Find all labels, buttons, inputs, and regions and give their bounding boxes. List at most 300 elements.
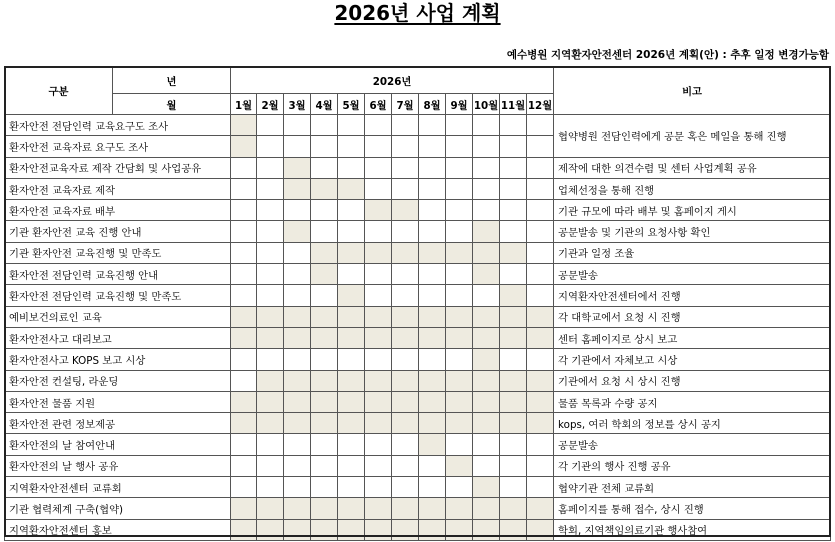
task-name: 환자안전 교육자료 제작 — [5, 178, 231, 199]
schedule-cell-active — [338, 327, 365, 348]
schedule-cell — [500, 455, 527, 476]
remark-cell: 기관에서 요청 시 상시 진행 — [554, 370, 831, 391]
task-name: 예비보건의료인 교육 — [5, 306, 231, 327]
schedule-cell — [446, 157, 473, 178]
schedule-cell — [419, 178, 446, 199]
schedule-cell-active — [527, 498, 554, 519]
schedule-cell-active — [392, 391, 419, 412]
table-row — [5, 221, 831, 242]
schedule-cell — [473, 115, 500, 136]
schedule-cell-active — [257, 519, 284, 540]
task-name: 환자안전 물품 지원 — [5, 391, 231, 412]
schedule-cell — [257, 157, 284, 178]
schedule-cell — [500, 264, 527, 285]
schedule-cell — [231, 370, 257, 391]
schedule-cell — [419, 221, 446, 242]
schedule-cell — [311, 349, 338, 370]
month-header: 7월 — [392, 94, 419, 115]
schedule-cell — [231, 434, 257, 455]
task-name: 기관 환자안전 교육 진행 안내 — [5, 221, 231, 242]
year-header: 2026년 — [231, 67, 554, 94]
schedule-cell — [365, 178, 392, 199]
schedule-cell-active — [231, 391, 257, 412]
schedule-cell-active — [311, 370, 338, 391]
schedule-cell — [365, 455, 392, 476]
schedule-table — [4, 66, 831, 541]
schedule-cell-active — [473, 391, 500, 412]
schedule-cell — [392, 115, 419, 136]
schedule-cell-active — [473, 477, 500, 498]
schedule-cell-active — [311, 327, 338, 348]
schedule-cell-active — [473, 242, 500, 263]
schedule-cell — [284, 434, 311, 455]
schedule-cell — [473, 136, 500, 157]
schedule-cell-active — [500, 498, 527, 519]
remark-cell: kops, 여러 학회의 정보를 상시 공지 — [554, 413, 831, 434]
schedule-cell-active — [527, 413, 554, 434]
schedule-cell — [257, 115, 284, 136]
table-row — [5, 264, 831, 285]
schedule-cell — [527, 264, 554, 285]
schedule-cell — [231, 455, 257, 476]
schedule-cell-active — [419, 498, 446, 519]
schedule-cell — [392, 264, 419, 285]
schedule-cell-active — [284, 157, 311, 178]
schedule-cell — [419, 136, 446, 157]
schedule-cell-active — [419, 391, 446, 412]
remark-cell: 각 기관의 행사 진행 공유 — [554, 455, 831, 476]
schedule-cell — [419, 285, 446, 306]
schedule-cell-active — [473, 498, 500, 519]
schedule-cell — [392, 349, 419, 370]
schedule-cell-active — [284, 519, 311, 540]
schedule-cell-active — [284, 370, 311, 391]
schedule-cell-active — [257, 498, 284, 519]
schedule-cell-active — [446, 413, 473, 434]
schedule-cell — [446, 264, 473, 285]
table-row — [5, 306, 831, 327]
month-header: 8월 — [419, 94, 446, 115]
schedule-cell — [446, 115, 473, 136]
schedule-cell — [338, 349, 365, 370]
schedule-cell — [231, 242, 257, 263]
schedule-cell — [311, 136, 338, 157]
schedule-cell-active — [338, 242, 365, 263]
table-row — [5, 200, 831, 221]
schedule-cell — [392, 178, 419, 199]
schedule-cell — [527, 285, 554, 306]
remark-cell: 제작에 대한 의견수렴 및 센터 사업계획 공유 — [554, 157, 831, 178]
schedule-cell-active — [500, 391, 527, 412]
table-row — [5, 242, 831, 263]
schedule-cell-active — [231, 519, 257, 540]
table-row — [5, 285, 831, 306]
task-name: 환자안전교육자료 제작 간담회 및 사업공유 — [5, 157, 231, 178]
schedule-cell — [500, 178, 527, 199]
schedule-cell-active — [311, 391, 338, 412]
schedule-cell-active — [500, 242, 527, 263]
month-header: 1월 — [231, 94, 257, 115]
schedule-cell — [231, 221, 257, 242]
schedule-cell — [365, 136, 392, 157]
schedule-cell-active — [257, 370, 284, 391]
page-title: 2026년 사업 계획 — [334, 1, 501, 25]
table-row — [5, 115, 831, 136]
schedule-cell — [446, 477, 473, 498]
schedule-cell — [338, 477, 365, 498]
schedule-cell — [527, 455, 554, 476]
schedule-cell — [284, 264, 311, 285]
schedule-cell-active — [338, 306, 365, 327]
task-name: 환자안전 교육자료 요구도 조사 — [5, 136, 231, 157]
table-row — [5, 391, 831, 412]
schedule-cell-active — [311, 178, 338, 199]
schedule-cell-active — [392, 327, 419, 348]
schedule-cell-active — [473, 327, 500, 348]
remark-cell: 공문발송 — [554, 434, 831, 455]
task-name: 환자안전 전담인력 교육진행 및 만족도 — [5, 285, 231, 306]
schedule-cell-active — [446, 455, 473, 476]
schedule-cell-active — [284, 391, 311, 412]
schedule-cell — [338, 136, 365, 157]
schedule-cell — [284, 200, 311, 221]
schedule-cell — [419, 349, 446, 370]
year-label-header: 년 — [113, 67, 231, 94]
schedule-cell-active — [473, 264, 500, 285]
schedule-cell-active — [311, 242, 338, 263]
month-header: 6월 — [365, 94, 392, 115]
remark-cell: 홈페이지를 통해 접수, 상시 진행 — [554, 498, 831, 519]
schedule-cell — [231, 349, 257, 370]
schedule-cell — [365, 221, 392, 242]
schedule-cell — [257, 221, 284, 242]
schedule-cell-active — [500, 519, 527, 540]
schedule-cell — [231, 157, 257, 178]
schedule-cell — [527, 477, 554, 498]
schedule-cell-active — [365, 242, 392, 263]
schedule-cell-active — [365, 327, 392, 348]
schedule-cell — [257, 200, 284, 221]
remark-cell: 기관과 일정 조율 — [554, 242, 831, 263]
remark-cell: 협약기관 전체 교류회 — [554, 477, 831, 498]
schedule-cell — [419, 477, 446, 498]
category-header: 구분 — [5, 67, 113, 115]
remark-cell: 기관 규모에 따라 배부 및 홈페이지 게시 — [554, 200, 831, 221]
month-header: 4월 — [311, 94, 338, 115]
schedule-cell-active — [527, 370, 554, 391]
table-row — [5, 178, 831, 199]
task-name: 환자안전의 날 행사 공유 — [5, 455, 231, 476]
schedule-cell — [500, 477, 527, 498]
schedule-cell-active — [500, 413, 527, 434]
schedule-cell — [257, 178, 284, 199]
schedule-cell-active — [473, 349, 500, 370]
schedule-cell-active — [473, 370, 500, 391]
schedule-cell-active — [231, 115, 257, 136]
schedule-cell-active — [473, 221, 500, 242]
schedule-cell-active — [338, 391, 365, 412]
schedule-cell-active — [365, 200, 392, 221]
schedule-cell-active — [257, 413, 284, 434]
schedule-cell-active — [500, 306, 527, 327]
schedule-cell-active — [419, 327, 446, 348]
schedule-cell — [365, 285, 392, 306]
schedule-cell — [527, 178, 554, 199]
schedule-cell-active — [338, 285, 365, 306]
schedule-cell — [527, 349, 554, 370]
schedule-cell-active — [446, 327, 473, 348]
schedule-cell-active — [419, 242, 446, 263]
schedule-cell-active — [527, 391, 554, 412]
schedule-cell — [392, 434, 419, 455]
schedule-cell-active — [419, 434, 446, 455]
table-row — [5, 434, 831, 455]
schedule-cell-active — [392, 306, 419, 327]
month-header: 11월 — [500, 94, 527, 115]
schedule-cell-active — [392, 200, 419, 221]
schedule-cell-active — [446, 370, 473, 391]
month-header: 10월 — [473, 94, 500, 115]
schedule-cell-active — [231, 306, 257, 327]
schedule-cell — [231, 178, 257, 199]
schedule-cell-active — [365, 413, 392, 434]
schedule-cell-active — [284, 498, 311, 519]
table-row — [5, 519, 831, 540]
schedule-cell — [257, 136, 284, 157]
schedule-cell-active — [446, 519, 473, 540]
table-row — [5, 498, 831, 519]
schedule-cell-active — [473, 519, 500, 540]
schedule-cell-active — [284, 178, 311, 199]
schedule-cell — [446, 200, 473, 221]
schedule-cell — [284, 477, 311, 498]
schedule-cell — [365, 264, 392, 285]
schedule-cell-active — [446, 391, 473, 412]
schedule-cell-active — [527, 306, 554, 327]
schedule-cell — [257, 477, 284, 498]
schedule-cell — [365, 115, 392, 136]
schedule-cell — [446, 136, 473, 157]
schedule-cell — [257, 455, 284, 476]
schedule-cell — [392, 136, 419, 157]
schedule-cell — [527, 115, 554, 136]
schedule-cell-active — [338, 370, 365, 391]
schedule-cell — [500, 157, 527, 178]
schedule-cell — [500, 221, 527, 242]
schedule-cell — [231, 200, 257, 221]
schedule-cell-active — [257, 306, 284, 327]
schedule-cell — [392, 455, 419, 476]
schedule-cell — [473, 178, 500, 199]
schedule-cell-active — [231, 327, 257, 348]
schedule-cell-active — [500, 370, 527, 391]
month-header: 12월 — [527, 94, 554, 115]
month-label-header: 월 — [113, 94, 231, 115]
schedule-cell-active — [392, 242, 419, 263]
month-header: 5월 — [338, 94, 365, 115]
schedule-cell — [473, 285, 500, 306]
schedule-cell — [392, 157, 419, 178]
schedule-cell-active — [284, 306, 311, 327]
schedule-cell — [365, 349, 392, 370]
month-header: 9월 — [446, 94, 473, 115]
task-name: 환자안전사고 KOPS 보고 시상 — [5, 349, 231, 370]
remark-cell: 공문발송 및 기관의 요청사항 확인 — [554, 221, 831, 242]
schedule-cell-active — [392, 519, 419, 540]
schedule-cell — [500, 115, 527, 136]
schedule-cell-active — [446, 242, 473, 263]
schedule-cell — [365, 157, 392, 178]
task-name: 환자안전사고 대리보고 — [5, 327, 231, 348]
schedule-cell-active — [257, 327, 284, 348]
schedule-cell — [311, 115, 338, 136]
schedule-cell — [446, 285, 473, 306]
schedule-cell — [338, 221, 365, 242]
schedule-cell-active — [473, 413, 500, 434]
schedule-cell — [257, 285, 284, 306]
schedule-cell — [338, 455, 365, 476]
schedule-cell — [527, 221, 554, 242]
task-name: 기관 환자안전 교육진행 및 만족도 — [5, 242, 231, 263]
schedule-cell — [284, 285, 311, 306]
schedule-cell — [419, 455, 446, 476]
schedule-cell — [338, 157, 365, 178]
schedule-cell-active — [257, 391, 284, 412]
schedule-cell-active — [231, 136, 257, 157]
table-row — [5, 370, 831, 391]
schedule-cell-active — [365, 519, 392, 540]
task-name: 환자안전 전담인력 교육진행 안내 — [5, 264, 231, 285]
schedule-cell — [338, 264, 365, 285]
schedule-cell-active — [419, 413, 446, 434]
month-header: 3월 — [284, 94, 311, 115]
schedule-cell — [311, 434, 338, 455]
task-name: 환자안전 교육자료 배부 — [5, 200, 231, 221]
table-row — [5, 349, 831, 370]
remarks-header: 비고 — [554, 67, 831, 115]
schedule-cell-active — [284, 413, 311, 434]
schedule-cell — [392, 285, 419, 306]
schedule-cell — [284, 455, 311, 476]
schedule-cell — [527, 242, 554, 263]
schedule-cell-active — [338, 413, 365, 434]
schedule-cell — [257, 242, 284, 263]
schedule-cell-active — [419, 306, 446, 327]
remark-cell: 학회, 지역책임의료기관 행사참여 — [554, 519, 831, 540]
table-row — [5, 477, 831, 498]
schedule-cell — [419, 200, 446, 221]
schedule-cell — [500, 136, 527, 157]
schedule-cell-active — [527, 519, 554, 540]
schedule-cell — [311, 285, 338, 306]
remark-cell: 각 대학교에서 요청 시 진행 — [554, 306, 831, 327]
schedule-cell — [500, 349, 527, 370]
remark-cell: 협약병원 전담인력에게 공문 혹은 메일을 통해 진행 — [554, 115, 831, 158]
schedule-cell-active — [311, 519, 338, 540]
schedule-cell — [392, 477, 419, 498]
schedule-cell-active — [311, 498, 338, 519]
task-name: 지역환자안전센터 홍보 — [5, 519, 231, 540]
schedule-cell — [527, 200, 554, 221]
task-name: 환자안전 전담인력 교육요구도 조사 — [5, 115, 231, 136]
schedule-cell-active — [392, 370, 419, 391]
schedule-cell — [311, 221, 338, 242]
schedule-cell — [231, 477, 257, 498]
schedule-cell-active — [473, 306, 500, 327]
month-header: 2월 — [257, 94, 284, 115]
schedule-cell — [473, 434, 500, 455]
schedule-cell — [284, 242, 311, 263]
remark-cell: 각 기관에서 자체보고 시상 — [554, 349, 831, 370]
schedule-cell-active — [419, 370, 446, 391]
remark-cell: 물품 목록과 수량 공지 — [554, 391, 831, 412]
table-row — [5, 327, 831, 348]
schedule-cell-active — [338, 519, 365, 540]
schedule-cell-active — [392, 498, 419, 519]
schedule-cell — [365, 477, 392, 498]
schedule-cell — [527, 434, 554, 455]
schedule-cell-active — [419, 519, 446, 540]
schedule-cell — [446, 178, 473, 199]
schedule-cell — [311, 477, 338, 498]
schedule-cell-active — [365, 498, 392, 519]
schedule-cell-active — [311, 413, 338, 434]
schedule-cell-active — [311, 264, 338, 285]
schedule-cell — [473, 157, 500, 178]
schedule-cell-active — [338, 498, 365, 519]
schedule-cell — [392, 221, 419, 242]
schedule-cell — [338, 115, 365, 136]
table-row — [5, 455, 831, 476]
schedule-cell — [473, 455, 500, 476]
schedule-cell — [231, 285, 257, 306]
schedule-cell-active — [365, 391, 392, 412]
schedule-cell — [419, 157, 446, 178]
task-name: 지역환자안전센터 교류회 — [5, 477, 231, 498]
task-name: 환자안전 컨설팅, 라운딩 — [5, 370, 231, 391]
schedule-cell-active — [284, 327, 311, 348]
schedule-cell — [365, 434, 392, 455]
remark-cell: 공문발송 — [554, 264, 831, 285]
schedule-cell-active — [365, 306, 392, 327]
schedule-cell — [419, 264, 446, 285]
schedule-cell — [419, 115, 446, 136]
schedule-cell-active — [231, 413, 257, 434]
table-row — [5, 413, 831, 434]
schedule-cell — [338, 434, 365, 455]
schedule-cell — [473, 200, 500, 221]
schedule-cell — [284, 115, 311, 136]
schedule-cell — [257, 264, 284, 285]
schedule-cell — [311, 157, 338, 178]
schedule-cell-active — [500, 285, 527, 306]
schedule-cell — [500, 200, 527, 221]
schedule-cell — [311, 455, 338, 476]
schedule-cell — [446, 221, 473, 242]
remark-cell: 센터 홈페이지로 상시 보고 — [554, 327, 831, 348]
schedule-cell — [257, 434, 284, 455]
schedule-cell-active — [392, 413, 419, 434]
table-row — [5, 157, 831, 178]
schedule-cell-active — [527, 327, 554, 348]
remark-cell: 업체선정을 통해 진행 — [554, 178, 831, 199]
schedule-cell-active — [500, 327, 527, 348]
schedule-cell — [446, 434, 473, 455]
schedule-cell — [257, 349, 284, 370]
task-name: 기관 협력체계 구축(협약) — [5, 498, 231, 519]
schedule-cell — [500, 434, 527, 455]
task-name: 환자안전의 날 참여안내 — [5, 434, 231, 455]
